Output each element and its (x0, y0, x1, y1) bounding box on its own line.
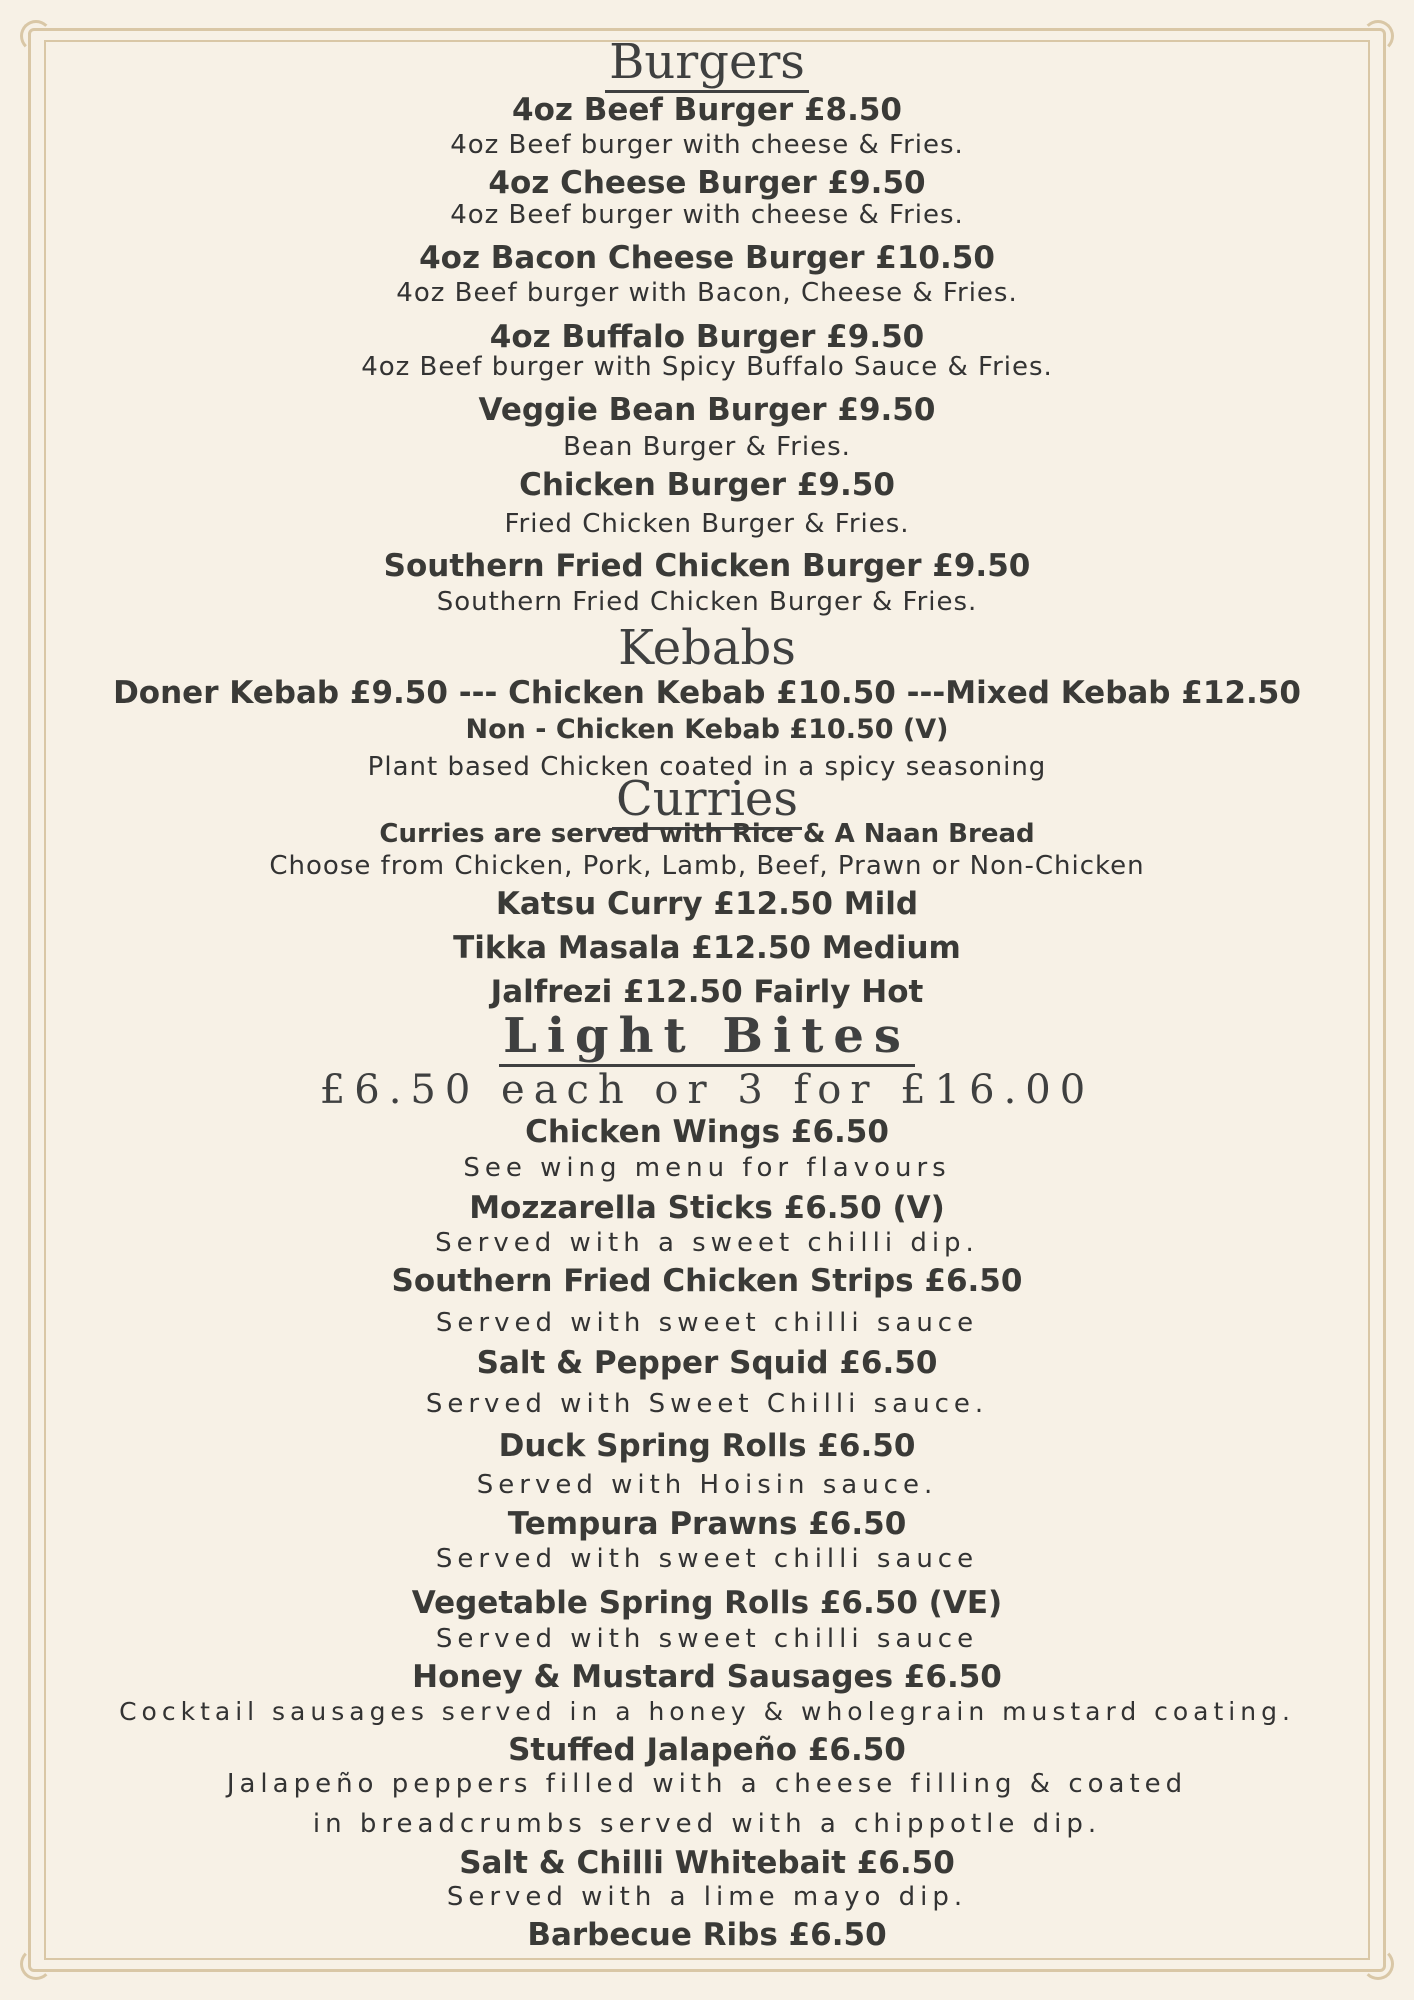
menu-item-name: Doner Kebab £9.50 --- Chicken Kebab £10.50 ---Mixed Kebab £12.50 (113, 675, 1301, 711)
menu-item-desc: 4oz Beef burger with Spicy Buffalo Sauce & Fries. (361, 352, 1053, 382)
menu-item-desc: Served with sweet chilli sauce (435, 1624, 979, 1654)
menu-item-name: Tempura Prawns £6.50 (507, 1506, 907, 1542)
menu-item-desc: See wing menu for flavours (463, 1153, 951, 1183)
menu-item-name: Barbecue Ribs £6.50 (527, 1917, 887, 1953)
menu-item-name: Salt & Chilli Whitebait £6.50 (459, 1845, 955, 1881)
menu-item-name: Stuffed Jalapeño £6.50 (508, 1732, 906, 1768)
menu-item-desc: Jalapeño peppers filled with a cheese filling & coated (226, 1769, 1188, 1799)
menu-item-desc: Served with sweet chilli sauce (435, 1308, 979, 1338)
menu-item-name: Tikka Masala £12.50 Medium (453, 930, 961, 966)
menu-item-name: 4oz Buffalo Burger £9.50 (489, 319, 925, 355)
menu-item-name: Honey & Mustard Sausages £6.50 (412, 1659, 1002, 1695)
light-bites-heading: Light Bites (0, 1012, 1414, 1060)
corner-flourish-icon (1362, 1948, 1394, 1980)
burgers-heading: Burgers (0, 38, 1414, 86)
menu-item-name: Salt & Pepper Squid £6.50 (476, 1345, 938, 1381)
menu-item-name: Southern Fried Chicken Strips £6.50 (391, 1263, 1023, 1299)
menu-item-desc: Served with Hoisin sauce. (476, 1470, 938, 1500)
curries-choose: Choose from Chicken, Pork, Lamb, Beef, Prawn or Non-Chicken (269, 851, 1145, 881)
menu-item-desc: Bean Burger & Fries. (563, 432, 851, 462)
menu-item-desc: in breadcrumbs served with a chippotle dip. (312, 1809, 1102, 1839)
menu-item-desc: 4oz Beef burger with Bacon, Cheese & Fries. (396, 278, 1018, 308)
menu-item-name: Chicken Burger £9.50 (519, 467, 895, 503)
light-bites-offer: £6.50 each or 3 for £16.00 (319, 1067, 1095, 1113)
menu-item-name: Vegetable Spring Rolls £6.50 (VE) (411, 1585, 1003, 1621)
menu-item-name: Katsu Curry £12.50 Mild (495, 886, 919, 922)
menu-item-desc: 4oz Beef burger with cheese & Fries. (450, 130, 964, 160)
menu-item-name: 4oz Beef Burger £8.50 (512, 92, 902, 128)
menu-item-name: Southern Fried Chicken Burger £9.50 (383, 548, 1031, 584)
menu-item-desc: 4oz Beef burger with cheese & Fries. (450, 200, 964, 230)
menu-item-name: 4oz Bacon Cheese Burger £10.50 (419, 240, 995, 276)
menu-item-name: Veggie Bean Burger £9.50 (478, 392, 936, 428)
curries-note: Curries are served with Rice & A Naan Bread (379, 819, 1035, 849)
corner-flourish-icon (20, 1948, 52, 1980)
menu-item-name: Chicken Wings £6.50 (525, 1114, 889, 1150)
menu-item-desc: Served with sweet chilli sauce (435, 1544, 979, 1574)
menu-item-name: Duck Spring Rolls £6.50 (498, 1428, 916, 1464)
curries-heading: Curries (0, 775, 1414, 823)
menu-item-name: Jalfrezi £12.50 Fairly Hot (490, 974, 924, 1010)
kebabs-heading: Kebabs (618, 620, 796, 676)
menu-item-desc: Cocktail sausages served in a honey & wholegrain mustard coating. (119, 1697, 1295, 1726)
menu-item-desc: Southern Fried Chicken Burger & Fries. (436, 587, 978, 617)
menu-item-desc: Plant based Chicken coated in a spicy seasoning (367, 752, 1047, 782)
menu-item-name: Non - Chicken Kebab £10.50 (V) (465, 714, 949, 745)
menu-item-desc: Served with a lime mayo dip. (446, 1882, 968, 1912)
menu-item-name: 4oz Cheese Burger £9.50 (488, 165, 926, 201)
menu-item-name: Mozzarella Sticks £6.50 (V) (469, 1190, 945, 1226)
menu-item-desc: Fried Chicken Burger & Fries. (504, 509, 910, 539)
menu-item-desc: Served with a sweet chilli dip. (435, 1228, 979, 1258)
menu-item-desc: Served with Sweet Chilli sauce. (425, 1389, 989, 1419)
